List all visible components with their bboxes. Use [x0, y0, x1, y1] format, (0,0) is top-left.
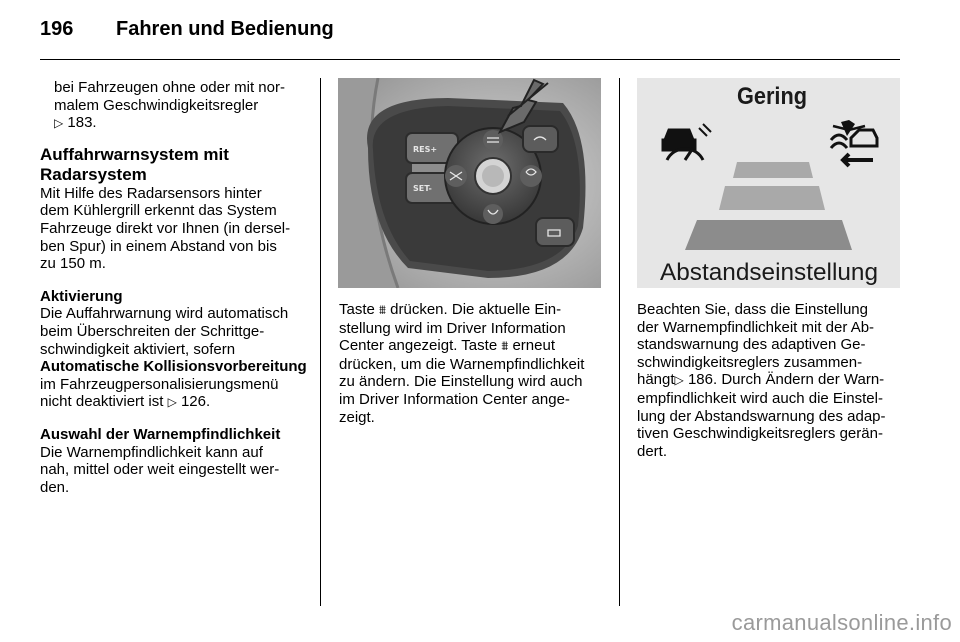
body-line: der Warnempfindlichkeit mit der Ab- — [637, 318, 875, 336]
page-number: 196 — [40, 18, 74, 40]
body-line: nah, mittel oder weit eingestellt wer- — [40, 461, 280, 479]
res-button-label: RES+ — [413, 145, 438, 154]
body-line — [637, 371, 907, 390]
page-ref: 186. Durch Ändern der Warn- — [687, 371, 885, 389]
body-line: den. — [40, 478, 70, 496]
body-line: zeigt. — [339, 408, 375, 426]
column-divider — [619, 78, 620, 606]
body-line-bold: Automatische Kollisionsvorbereitung — [40, 358, 307, 376]
body-line: standswarnung des adaptiven Ge- — [637, 336, 866, 354]
body-line: empfindlichkeit wird auch die Einstel- — [637, 389, 883, 407]
body-line: Die Warnempfindlichkeit kann auf — [40, 443, 263, 461]
distance-warning-button-icon: ⩩ — [501, 339, 509, 355]
page-title: Fahren und Bedienung — [116, 18, 334, 40]
body-line: Fahrzeuge direkt vor Ihnen (in dersel- — [40, 219, 291, 237]
intro-ref: 183. — [67, 114, 97, 132]
body-line: dem Kühlergrill erkennt das System — [40, 202, 277, 220]
body-line: tiven Geschwindigkeitsreglers gerän- — [637, 425, 883, 443]
watermark: carmanualsonline.info — [731, 610, 952, 635]
set-button-label: SET- — [413, 184, 432, 193]
body-line: im Fahrzeugpersonalisierungsmenü — [40, 375, 279, 393]
body-line: schwindigkeitsreglers zusammen- — [637, 353, 863, 371]
body-text: Taste — [339, 301, 375, 318]
sub-heading: Auswahl der Warnempfindlichkeit — [40, 425, 281, 443]
intro-line: bei Fahrzeugen ohne oder mit nor- — [54, 79, 285, 96]
body-line: beim Überschreiten der Schrittge- — [40, 322, 265, 340]
body-line — [40, 393, 310, 412]
header-rule — [40, 59, 900, 60]
body-line: Beachten Sie, dass die Einstellung — [637, 301, 868, 318]
page-ref: 126. — [180, 393, 211, 411]
body-line: im Driver Information Center ange- — [339, 390, 570, 408]
body-line: Die Auffahrwarnung wird automatisch — [40, 305, 289, 323]
body-line: dert. — [637, 442, 668, 460]
steering-wheel-image — [338, 78, 601, 288]
sub-heading: Aktivierung — [40, 287, 123, 305]
body-line: zu ändern. Die Einstellung wird auch — [339, 373, 583, 391]
intro-line: malem Geschwindigkeitsregler — [54, 96, 259, 114]
body-text: hängt — [637, 371, 675, 389]
column-2 — [339, 301, 614, 426]
body-line — [339, 301, 614, 320]
sensitivity-label: Gering — [737, 83, 807, 110]
column-3 — [637, 301, 907, 460]
steering-wheel-controls-figure — [338, 78, 601, 288]
body-line: drücken, um die Warnempfindlichkeit — [339, 355, 585, 373]
body-line: stellung wird im Driver Information — [339, 319, 566, 337]
body-text: erneut — [512, 337, 556, 355]
body-line — [339, 337, 614, 356]
section-heading: Radarsystem — [40, 164, 147, 184]
section-heading: Auffahrwarnsystem mit — [40, 144, 229, 164]
distance-setting-image — [637, 78, 900, 288]
intro-ref-line — [40, 114, 310, 133]
body-line: ben Spur) in einem Abstand von bis — [40, 237, 277, 255]
body-line: Mit Hilfe des Radarsensors hinter — [40, 184, 262, 202]
distance-setting-figure — [637, 78, 900, 288]
column-1 — [40, 79, 310, 496]
body-text: nicht deaktiviert ist — [40, 393, 164, 411]
body-line: schwindigkeit aktiviert, sofern — [40, 340, 236, 358]
column-divider — [320, 78, 321, 606]
body-text: drücken. Die aktuelle Ein- — [390, 301, 562, 318]
arrow-ref-icon: ▷ — [54, 116, 64, 131]
distance-warning-button-icon: ⩩ — [379, 303, 386, 318]
body-line: zu 150 m. — [40, 255, 106, 273]
distance-setting-label: Abstandseinstellung — [660, 259, 878, 286]
arrow-ref-icon: ▷ — [167, 395, 177, 410]
arrow-ref-icon: ▷ — [674, 373, 684, 388]
body-text: Center angezeigt. Taste — [339, 337, 498, 355]
body-line: lung der Abstandswarnung des adap- — [637, 407, 886, 425]
